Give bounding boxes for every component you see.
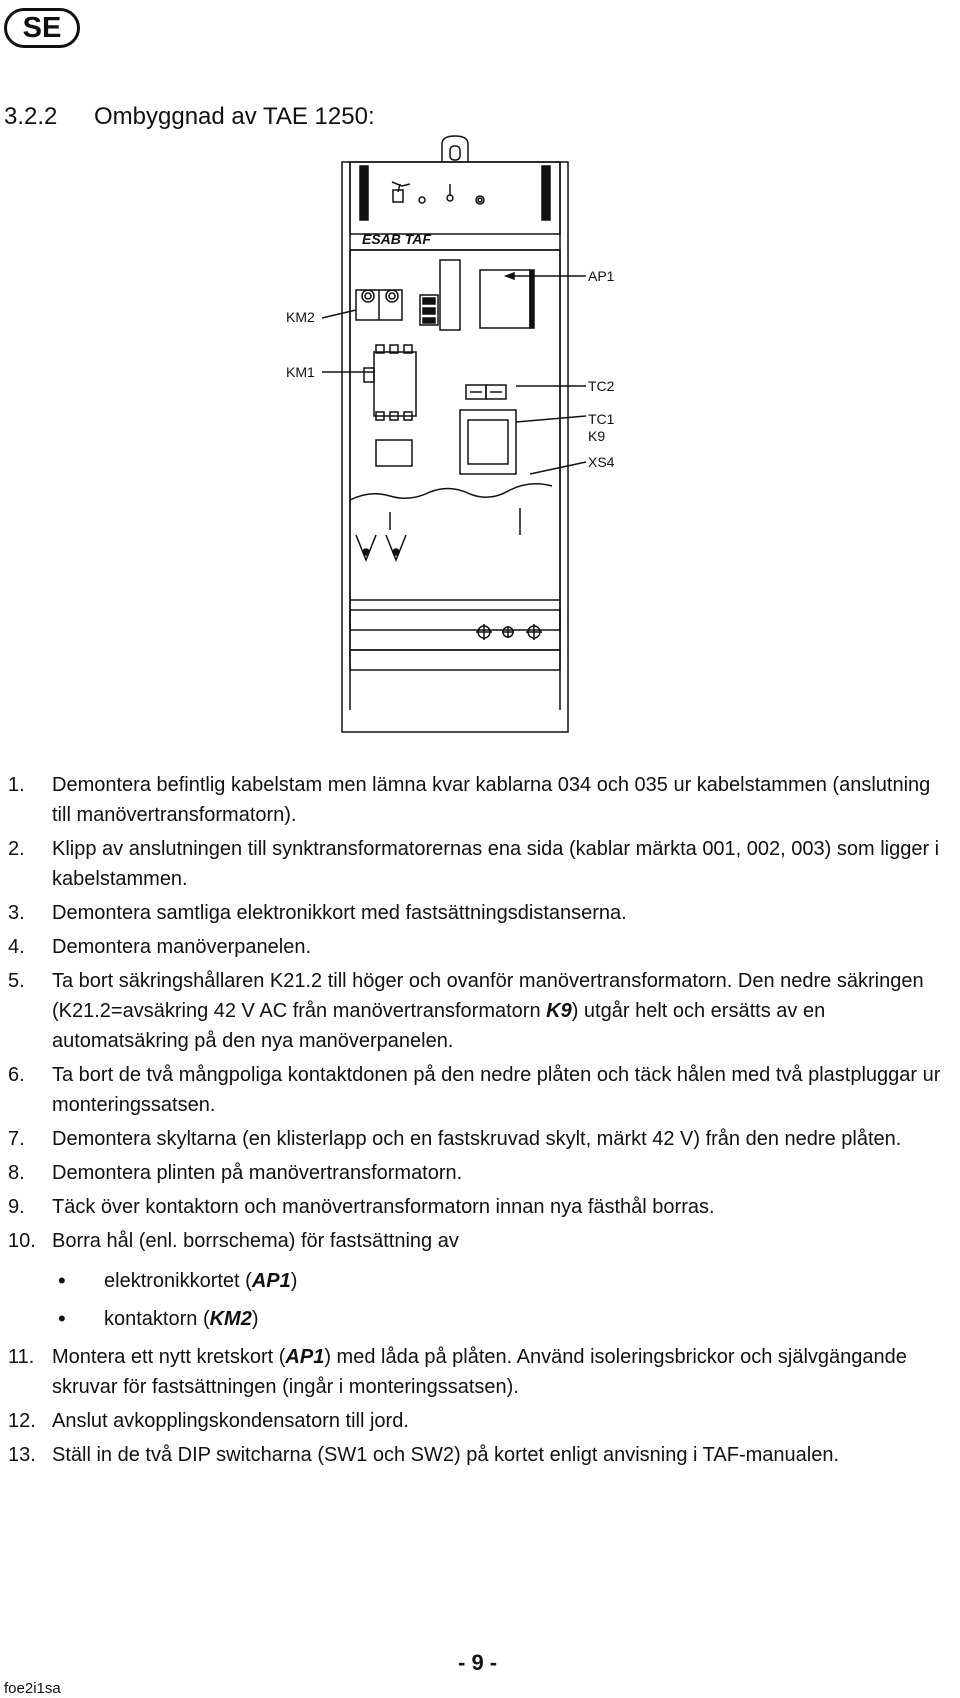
step-13: 13. Ställ in de två DIP switcharna (SW1 och SW2) på kortet enligt anvisning i TAF-manualen. <box>8 1444 840 1466</box>
document-code: foe2i1sa <box>4 1680 61 1697</box>
label-tc1: TC1 <box>588 411 615 427</box>
step-11: 11. Montera ett nytt kretskort (AP1) med låda på plåten. Använd isoleringsbrickor och självgängande skruvar för fastsättningen (ingår i monteringssatsen). <box>8 1346 907 1398</box>
step-6: 6. Ta bort de två mångpoliga kontaktdonen på den nedre plåten och täck hålen med två plastpluggar ur monteringssatsen. <box>8 1064 941 1116</box>
step-9: 9. Täck över kontaktorn och manövertransformatorn innan nya fästhål borras. <box>8 1196 715 1218</box>
bullet-item-km2: • kontaktorn (KM2) <box>8 1300 953 1338</box>
bullet-icon: • <box>58 1306 66 1331</box>
step-2: 2. Klipp av anslutningen till synktransformatorernas ena sida (kablar märkta 001, 002, 003) som ligger i kabelstammen. <box>8 838 940 890</box>
language-badge: SE <box>4 8 80 48</box>
step-1: 1. Demontera befintlig kabelstam men lämna kvar kablarna 034 och 035 ur kabelstammen (anslutning till manövertransformatorn). <box>8 774 931 826</box>
instruction-list <box>8 770 953 1474</box>
step-12: 12. Anslut avkopplingskondensatorn till jord. <box>8 1410 409 1432</box>
step-4: 4. Demontera manöverpanelen. <box>8 936 312 958</box>
page-number: - 9 - <box>458 1650 498 1675</box>
section-heading <box>4 103 375 131</box>
label-tc2: TC2 <box>588 378 615 394</box>
label-km2: KM2 <box>286 309 315 325</box>
section-number: 3.2.2 <box>4 103 58 130</box>
step-3: 3. Demontera samtliga elektronikkort med fastsättningsdistanserna. <box>8 902 627 924</box>
step-5: 5. Ta bort säkringshållaren K21.2 till höger och ovanför manövertransformatorn. Den nedre säkringen (K21.2=avsäkring 42 V AC från manövertransformatorn K9) utgår helt och ersätts av en automatsäkring på den nya manöverpanelen. <box>8 970 924 1052</box>
bullet-list <box>8 1262 953 1338</box>
step-7: 7. Demontera skyltarna (en klisterlapp och en fastskruvad skylt, märkt 42 V) från den nedre plåten. <box>8 1128 902 1150</box>
label-km1: KM1 <box>286 364 315 380</box>
step-10: 10. Borra hål (enl. borrschema) för fastsättning av <box>8 1230 459 1252</box>
equipment-diagram <box>286 140 690 740</box>
brand-label: ESAB TAF <box>362 231 431 247</box>
step-8: 8. Demontera plinten på manövertransformatorn. <box>8 1162 463 1184</box>
label-ap1: AP1 <box>588 268 615 284</box>
section-title: Ombyggnad av TAE 1250: <box>94 103 375 130</box>
label-xs4: XS4 <box>588 454 615 470</box>
bullet-item-ap1: • elektronikkortet (AP1) <box>8 1262 953 1300</box>
bullet-icon: • <box>58 1268 66 1293</box>
label-k9: K9 <box>588 428 606 444</box>
